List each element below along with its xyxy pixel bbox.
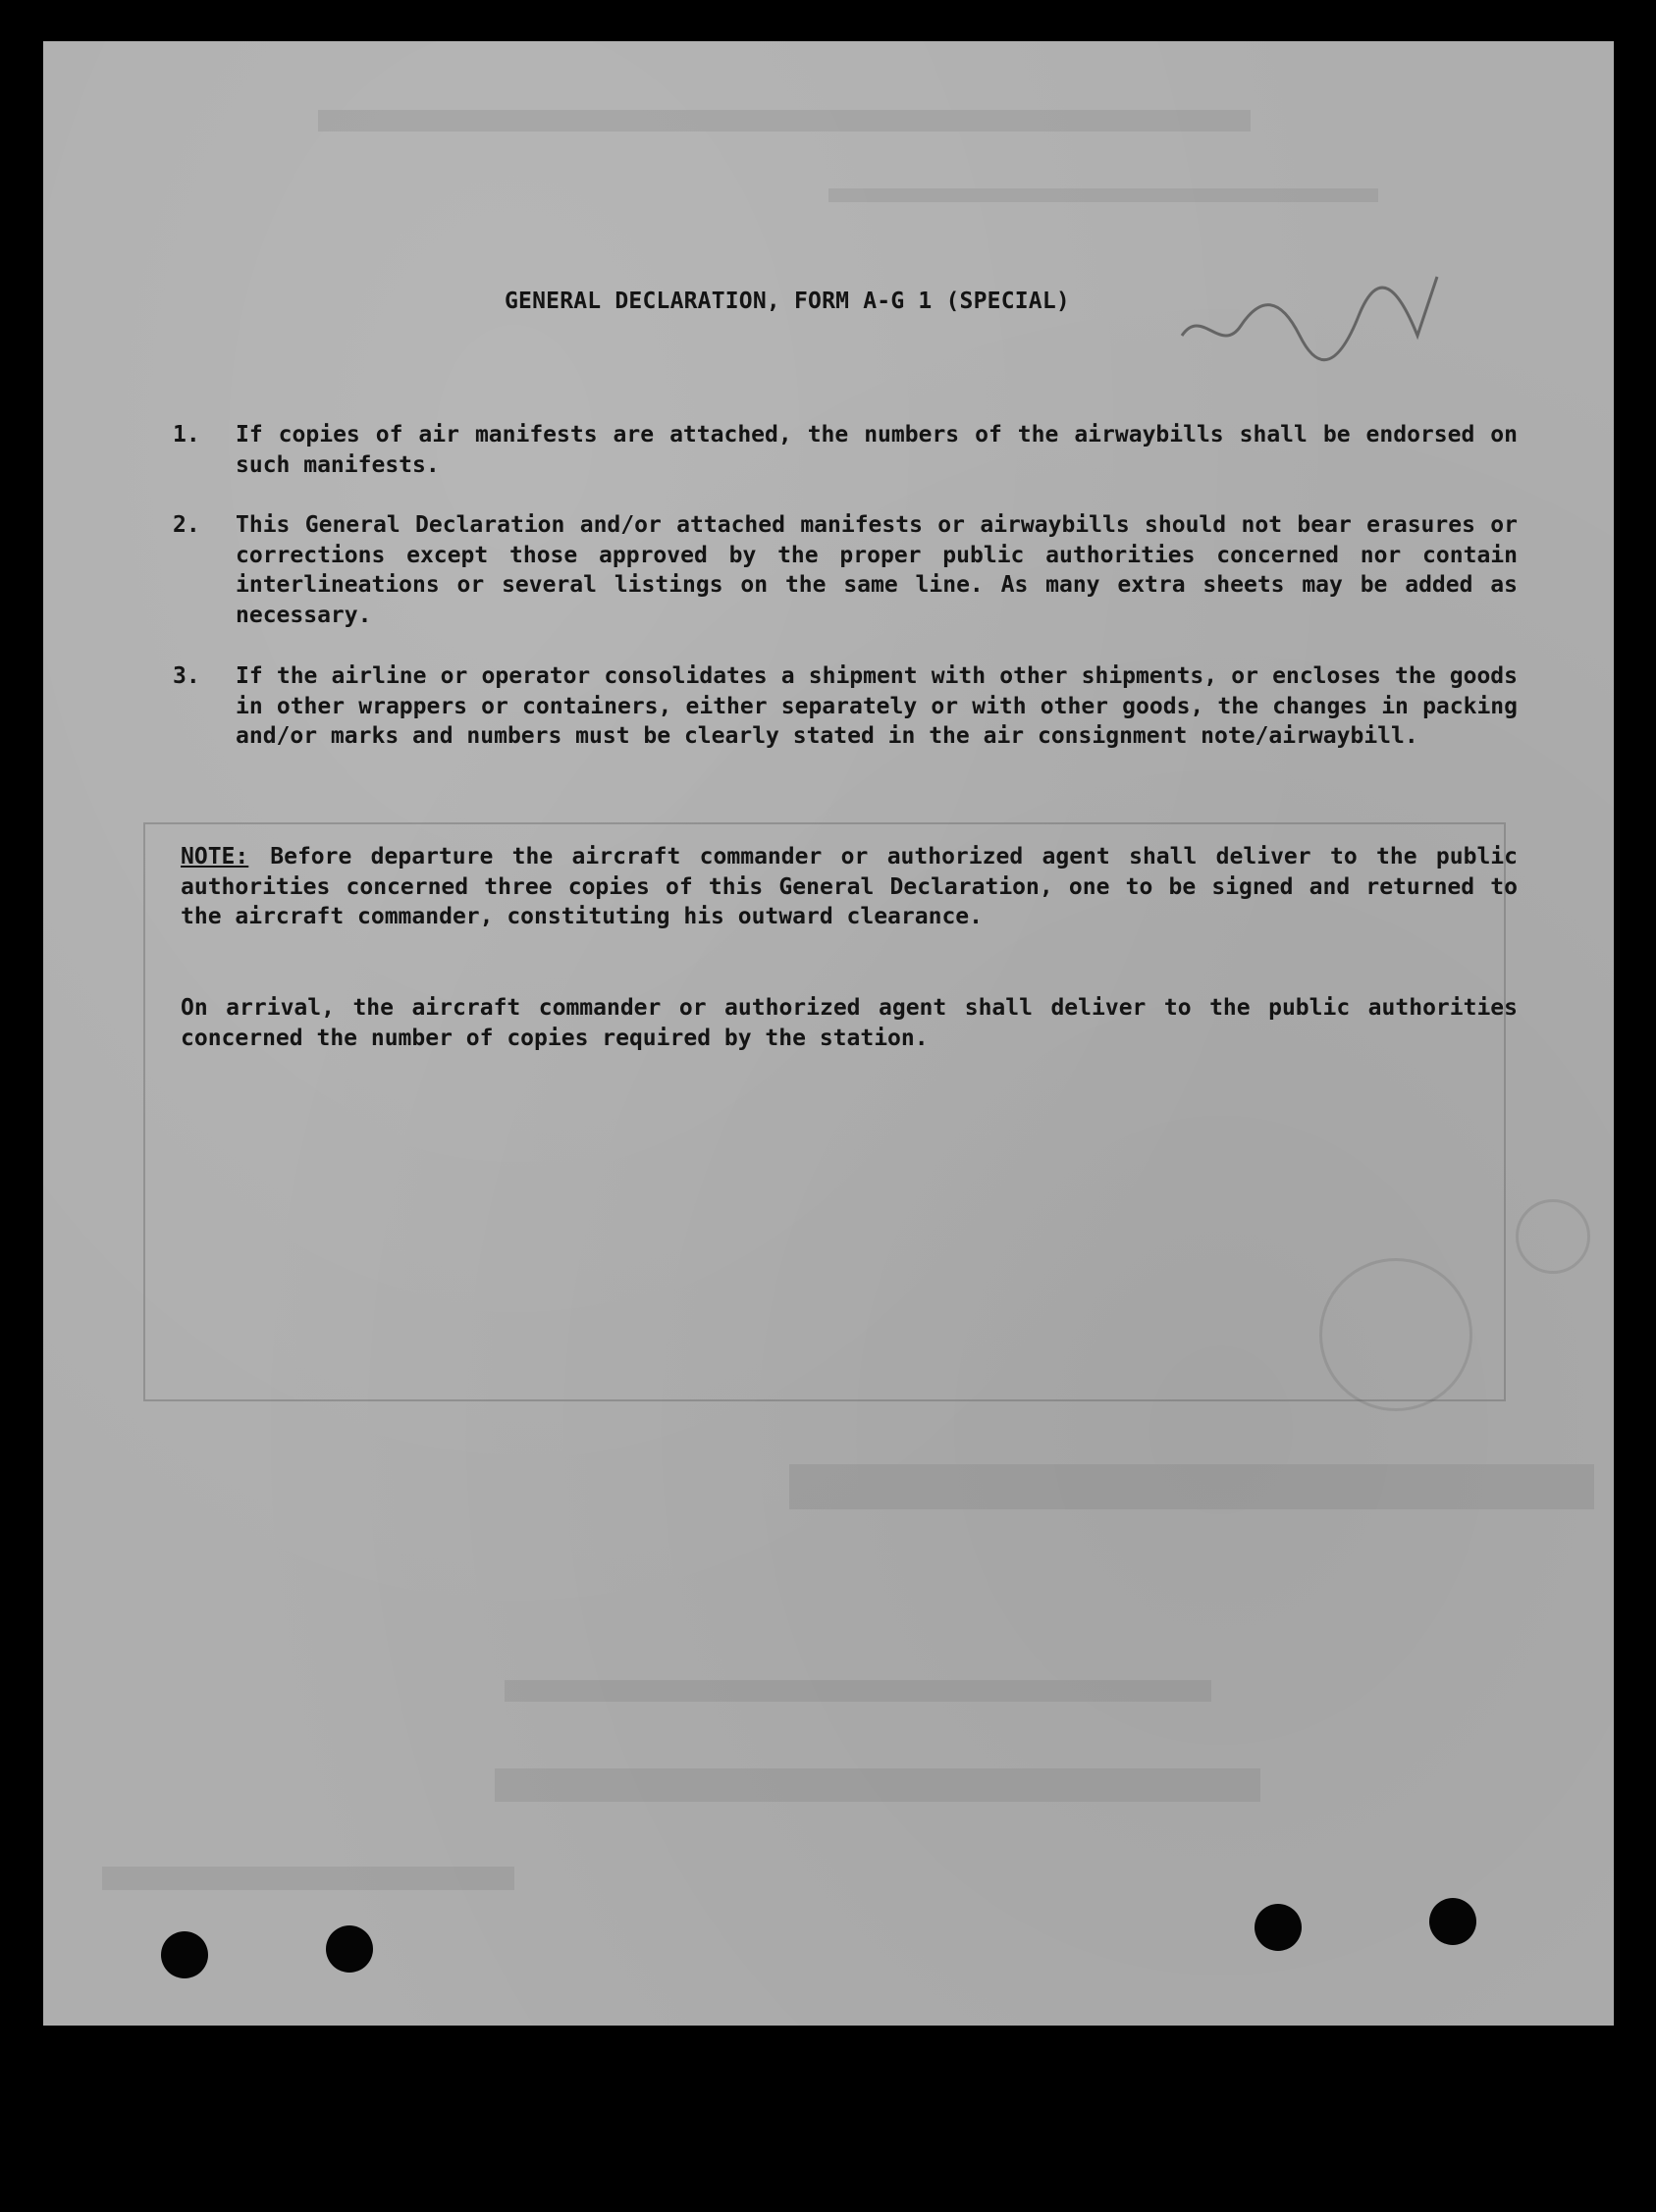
bleed-through-line	[505, 1680, 1211, 1702]
document-page	[43, 41, 1614, 2026]
item-text: If copies of air manifests are attached, the numbers of the airwaybills shall be endorsed on such manifests.	[236, 422, 1518, 478]
punch-hole	[326, 1925, 373, 1973]
item-text: This General Declaration and/or attached manifests or airwaybills should not bear erasures or corrections except those approved by the proper public authorities concerned nor contain interlineations or several listings on the same line. As many extra sheets may be added as necessary.	[236, 512, 1518, 628]
bleed-through-line	[828, 188, 1378, 202]
punch-hole	[1429, 1898, 1476, 1945]
item-number: 1.	[173, 422, 200, 448]
punch-hole	[1255, 1904, 1302, 1951]
item-text: If the airline or operator consolidates a shipment with other shipments, or encloses the goods in other wrappers or containers, either separately or with other goods, the changes in packing and/or marks and numbers must be clearly stated in the air consignment note/airwaybill.	[236, 663, 1518, 749]
note-text: Before departure the aircraft commander or authorized agent shall deliver to the public authorities concerned three copies of this General Declaration, one to be signed and returned to the aircraft commander, constituting his outward clearance.	[181, 844, 1518, 929]
bleed-through-line	[318, 110, 1251, 132]
form-title: GENERAL DECLARATION, FORM A-G 1 (SPECIAL)	[505, 289, 1070, 314]
note-label: NOTE:	[181, 844, 249, 869]
bleed-through-line	[495, 1768, 1260, 1802]
arrival-paragraph: On arrival, the aircraft commander or authorized agent shall deliver to the public authorities concerned the number of copies required by the station.	[181, 995, 1518, 1051]
bleed-through-line	[789, 1464, 1594, 1509]
note-paragraph	[181, 842, 1518, 932]
item-number: 3.	[173, 663, 200, 689]
bleed-through-line	[102, 1867, 514, 1890]
punch-hole	[161, 1931, 208, 1978]
handwritten-mark	[1172, 267, 1467, 375]
bleed-through-stamp	[1516, 1199, 1590, 1274]
item-number: 2.	[173, 512, 200, 538]
